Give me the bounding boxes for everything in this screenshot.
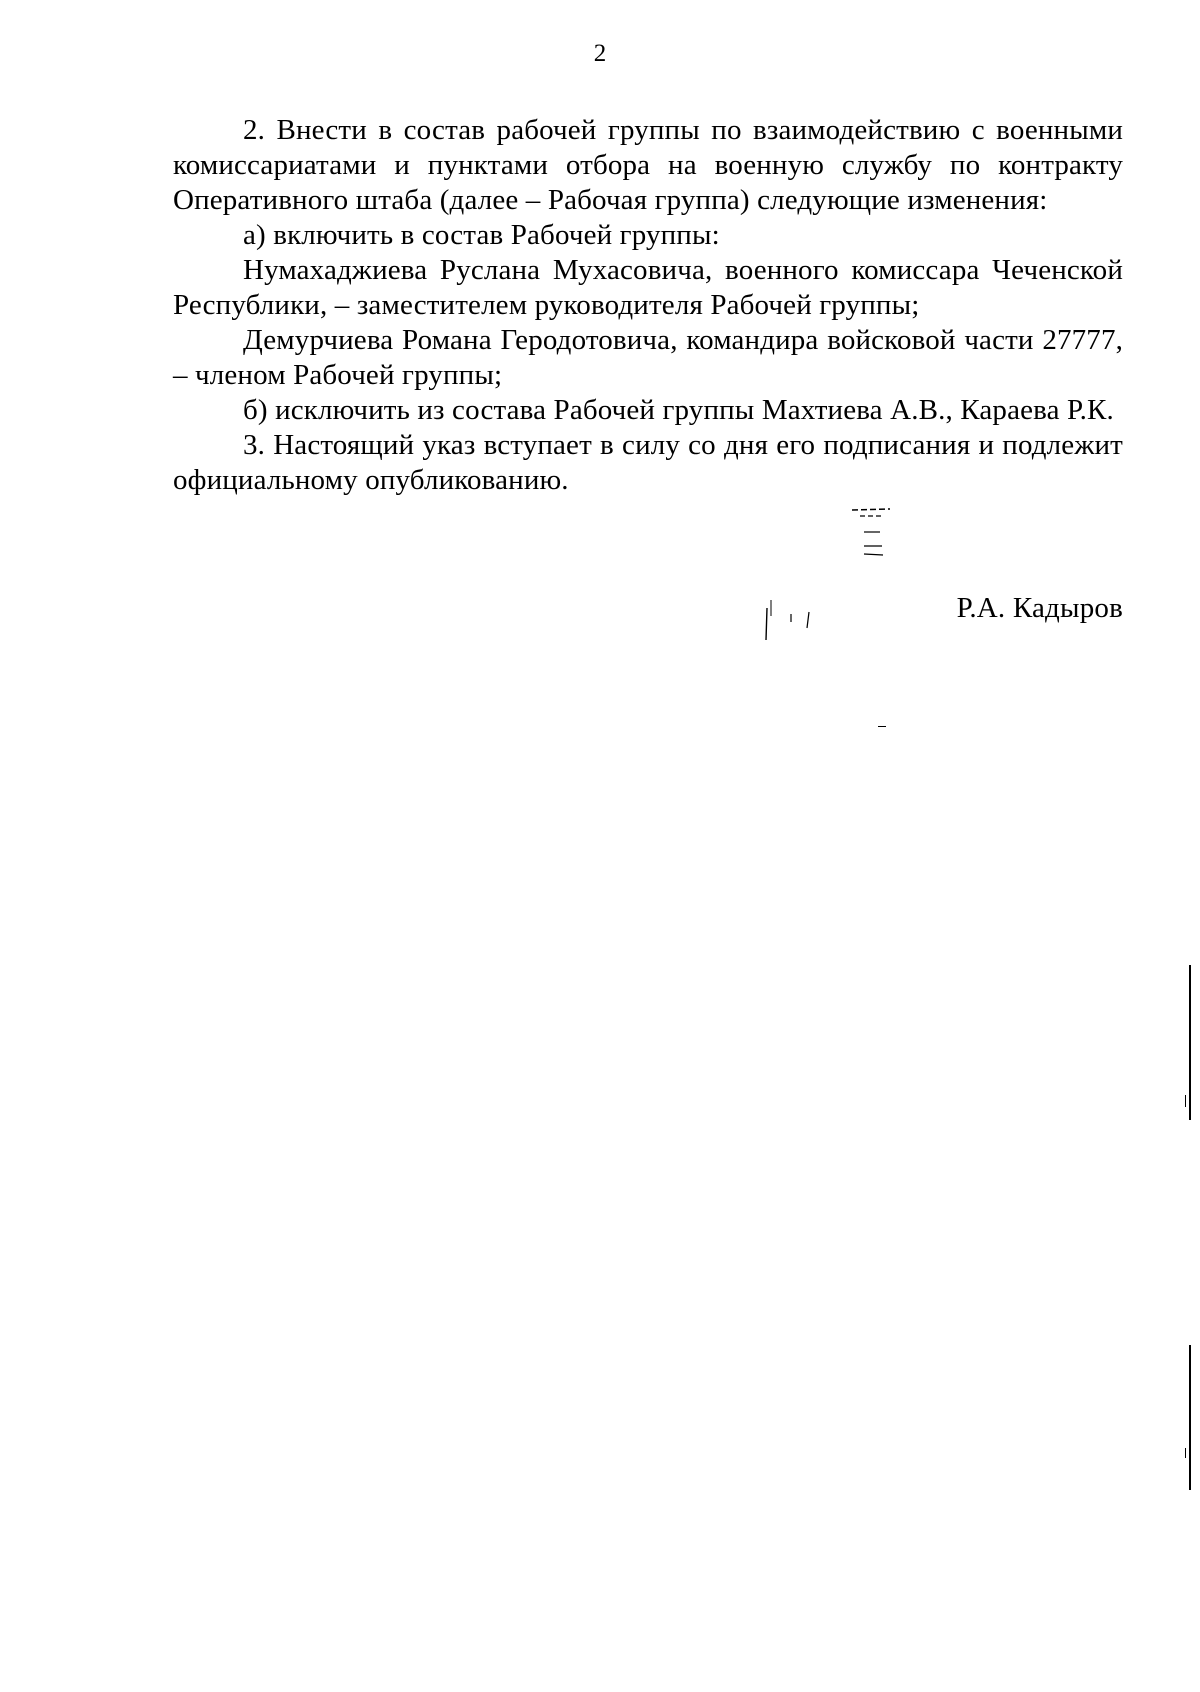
stamp-remnant-marks [850, 506, 900, 566]
signature-remnant-marks [763, 598, 823, 648]
paragraph-item-2: 2. Внести в состав рабочей группы по взаимодействию с военными комиссариатами и пунктами отбора на военную службу по контракту Оперативного штаба (далее – Рабочая группа) следующие изменения: [173, 114, 1123, 216]
page-number: 2 [593, 40, 607, 67]
scan-edge-line [1185, 1448, 1186, 1458]
scan-edge-line [1185, 1095, 1186, 1107]
scan-edge-line [1189, 965, 1191, 1120]
document-body-section-3 [173, 428, 1123, 498]
paragraph-item-3: 3. Настоящий указ вступает в силу со дня его подписания и подлежит официальному опубликованию. [173, 429, 1123, 496]
paragraph-demurchiev: Демурчиева Романа Геродотовича, командира войсковой части 27777, – членом Рабочей группы; [173, 324, 1123, 391]
signatory-name: Р.А. Кадыров [956, 592, 1123, 624]
paragraph-item-2a: а) включить в состав Рабочей группы: [243, 219, 720, 251]
paragraph-numakhadzhiev: Нумахаджиева Руслана Мухасовича, военного комиссара Чеченской Республики, – заместителем руководителя Рабочей группы; [173, 254, 1123, 321]
paragraph-item-2b: б) исключить из состава Рабочей группы Махтиева А.В., Караева Р.К. [243, 394, 1114, 426]
document-body-section-2 [173, 113, 1123, 428]
scan-edge-line [1189, 1345, 1191, 1490]
scan-speck [878, 726, 886, 727]
